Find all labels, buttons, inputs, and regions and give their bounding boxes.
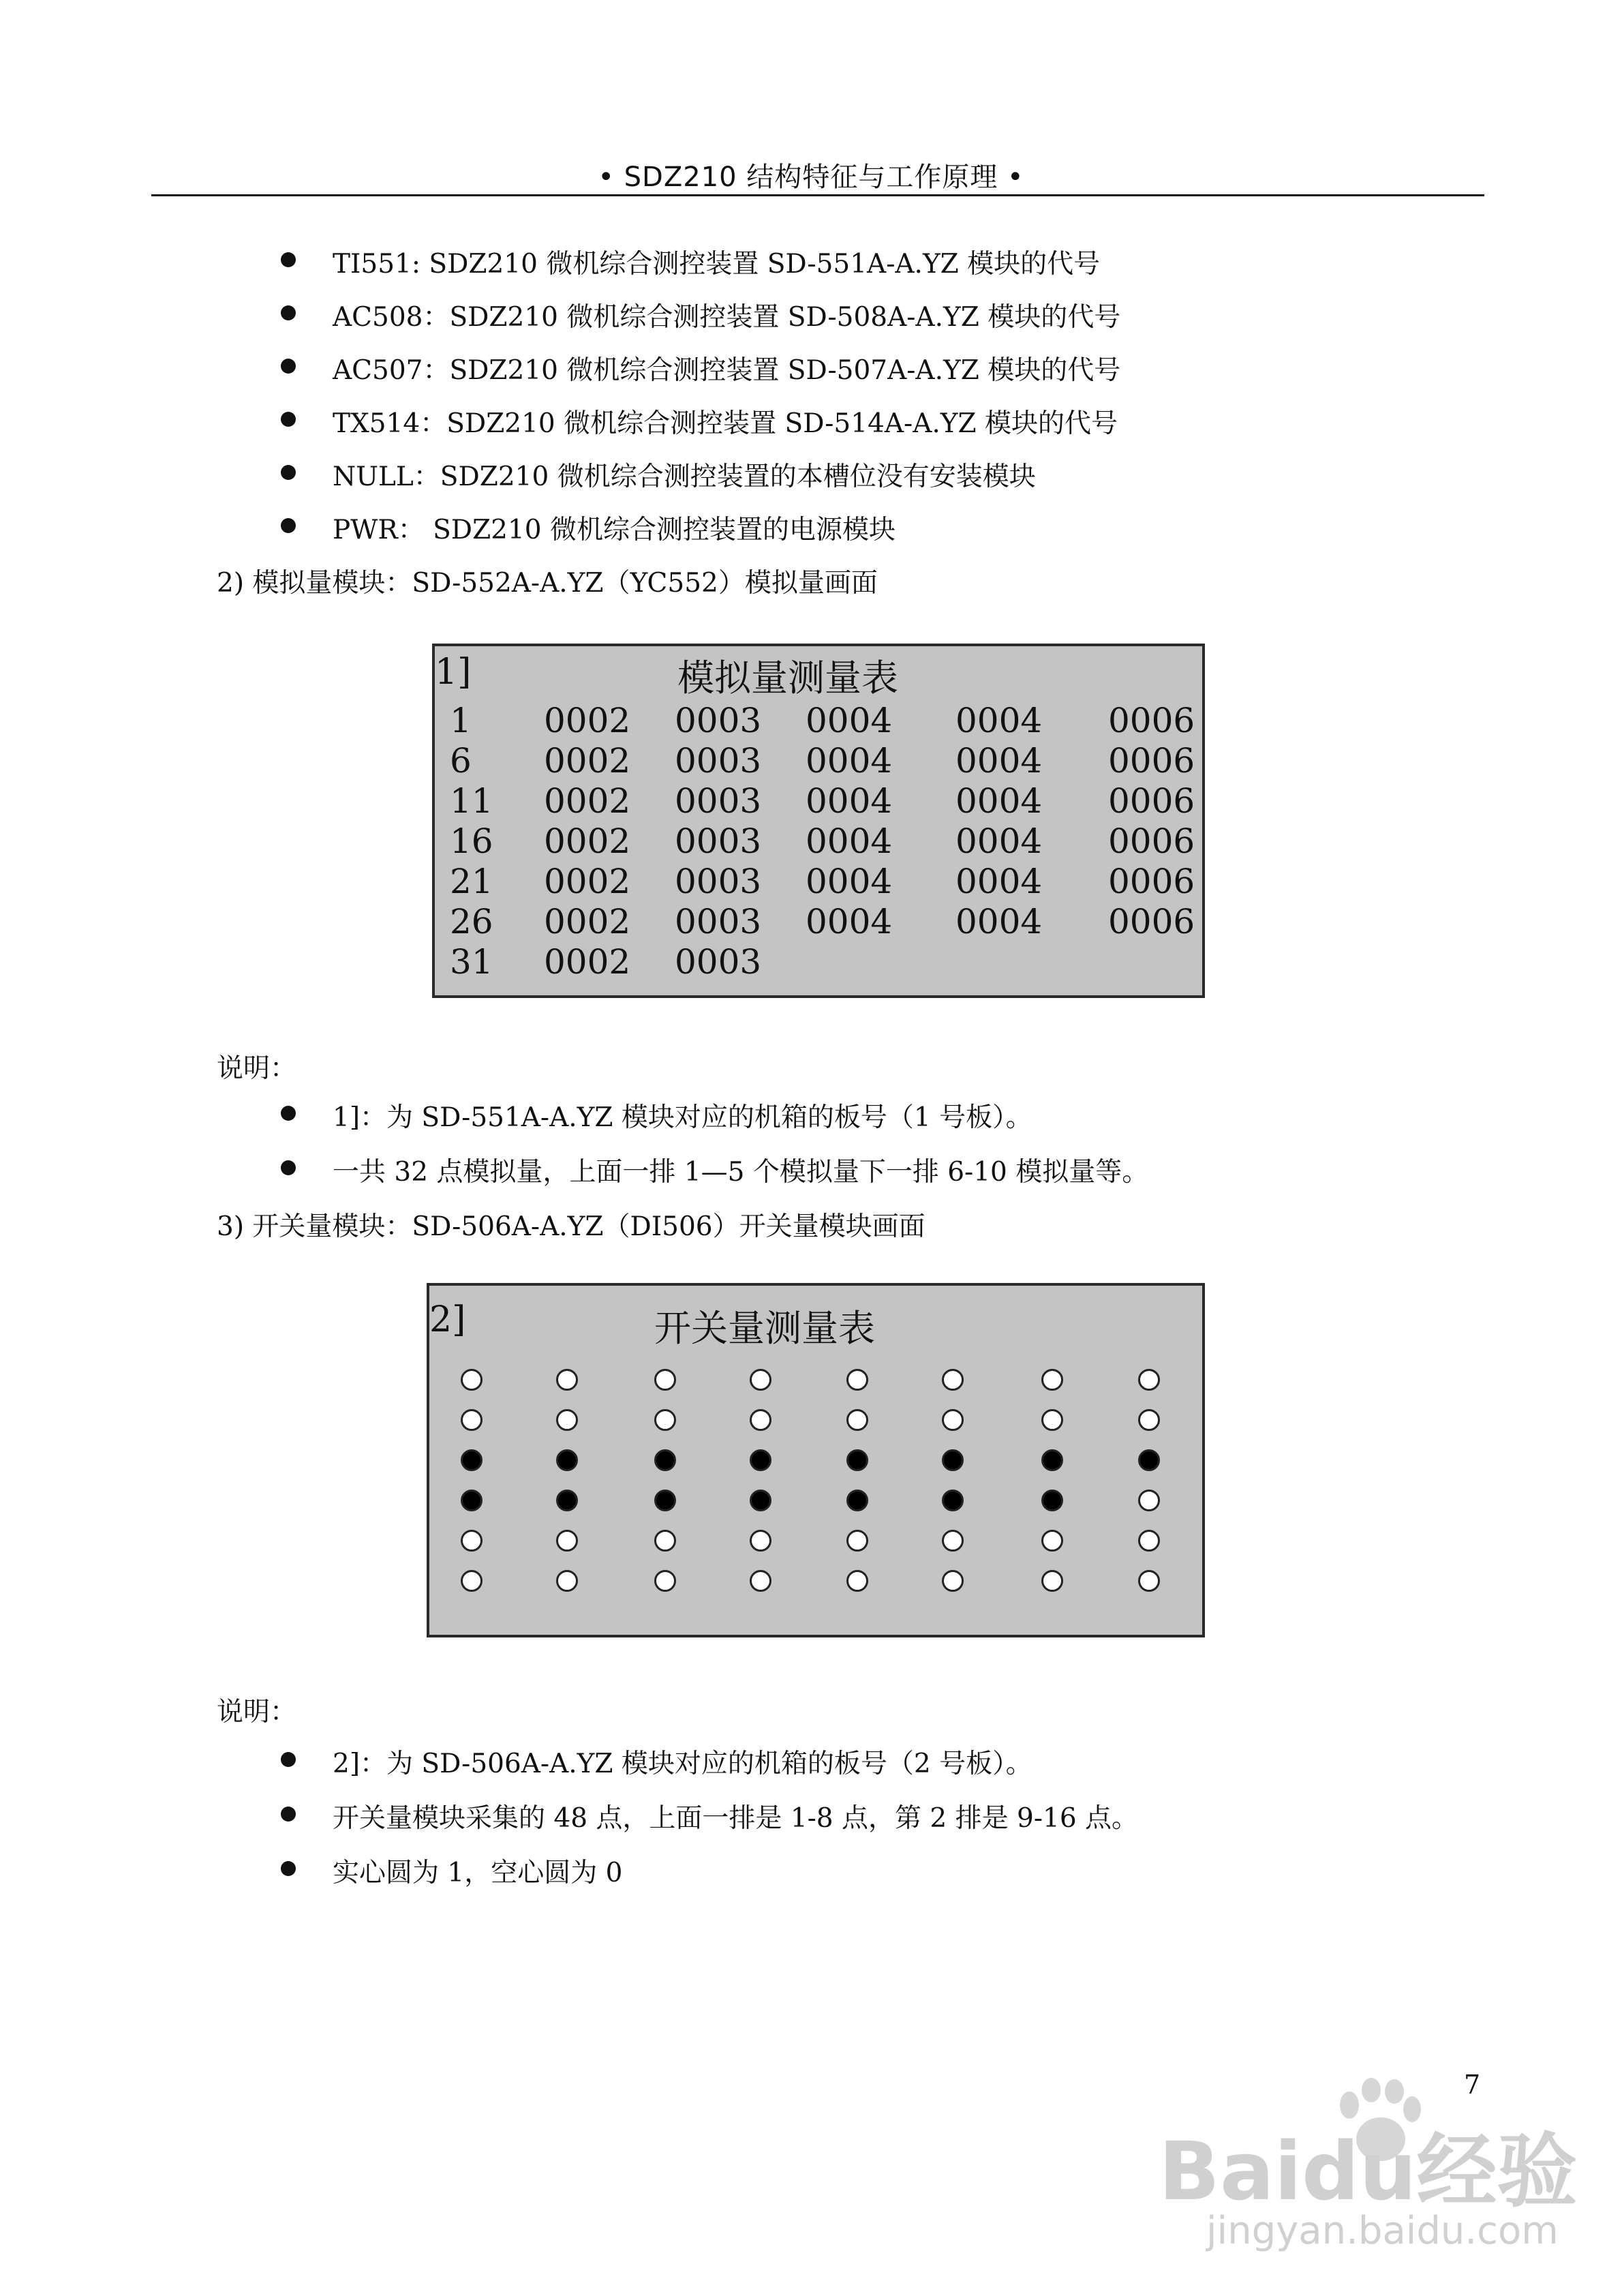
state-off-indicator — [750, 1409, 771, 1431]
watermark-url: jingyan.baidu.com — [1206, 2209, 1559, 2253]
analog-value-cell: 0006 — [1108, 781, 1195, 821]
analog-value-cell: 0006 — [1108, 701, 1195, 740]
digital-measurement-panel — [427, 1283, 1205, 1637]
analog-value-cell: 0004 — [806, 862, 893, 901]
note-text: 一共 32 点模拟量，上面一排 1—5 个模拟量下一排 6-10 模拟量等。 — [333, 1157, 1149, 1188]
analog-value-cell: 0004 — [955, 902, 1043, 941]
header-rule — [151, 194, 1484, 196]
analog-value-cell: 0006 — [1108, 862, 1195, 901]
bullet-icon — [281, 305, 296, 320]
state-off-indicator — [1138, 1530, 1160, 1552]
state-off-indicator — [846, 1369, 868, 1391]
state-off-indicator — [1138, 1490, 1160, 1511]
row-index: 21 — [450, 862, 493, 901]
analog-value-cell: 0003 — [675, 862, 762, 901]
state-off-indicator — [942, 1530, 964, 1552]
analog-value-cell: 0006 — [1108, 821, 1195, 861]
state-off-indicator — [942, 1409, 964, 1431]
row-index: 31 — [450, 942, 493, 982]
bullet-icon — [281, 412, 296, 427]
state-on-indicator — [654, 1449, 676, 1471]
state-off-indicator — [461, 1530, 483, 1552]
row-index: 11 — [450, 781, 493, 821]
analog-value-cell: 0004 — [806, 821, 893, 861]
state-off-indicator — [750, 1530, 771, 1552]
panel-title: 开关量测量表 — [654, 1307, 875, 1350]
bullet-icon — [281, 1861, 296, 1876]
analog-value-cell: 0004 — [955, 862, 1043, 901]
note-text: 1]：为 SD-551A-A.YZ 模块对应的机箱的板号（1 号板）。 — [333, 1102, 1032, 1133]
state-on-indicator — [1041, 1490, 1063, 1511]
note-text: 2]：为 SD-506A-A.YZ 模块对应的机箱的板号（2 号板）。 — [333, 1749, 1032, 1779]
digital-section-heading: 3) 开关量模块：SD-506A-A.YZ（DI506）开关量模块画面 — [217, 1211, 925, 1242]
bullet-icon — [281, 252, 296, 267]
state-on-indicator — [846, 1490, 868, 1511]
analog-section-heading: 2) 模拟量模块：SD-552A-A.YZ（YC552）模拟量画面 — [217, 568, 878, 599]
list-item-text: AC507：SDZ210 微机综合测控装置 SD-507A-A.YZ 模块的代号 — [333, 355, 1121, 386]
list-item-text: TI551: SDZ210 微机综合测控装置 SD-551A-A.YZ 模块的代号 — [333, 249, 1101, 280]
panel-title: 模拟量测量表 — [677, 656, 898, 699]
row-index: 1 — [450, 701, 472, 740]
bullet-icon — [281, 518, 296, 533]
analog-value-cell: 0002 — [544, 902, 631, 941]
state-on-indicator — [556, 1490, 578, 1511]
notes-label: 说明： — [217, 1053, 297, 1084]
analog-value-cell: 0003 — [675, 701, 762, 740]
analog-value-cell: 0002 — [544, 781, 631, 821]
state-off-indicator — [654, 1409, 676, 1431]
state-on-indicator — [654, 1490, 676, 1511]
state-off-indicator — [846, 1570, 868, 1592]
state-off-indicator — [750, 1570, 771, 1592]
list-item-text: AC508：SDZ210 微机综合测控装置 SD-508A-A.YZ 模块的代号 — [333, 302, 1121, 333]
analog-value-cell: 0004 — [955, 741, 1043, 781]
analog-value-cell: 0004 — [806, 741, 893, 781]
bullet-icon — [281, 1807, 296, 1822]
state-on-indicator — [1041, 1449, 1063, 1471]
state-off-indicator — [556, 1530, 578, 1552]
bullet-icon — [281, 1106, 296, 1121]
state-off-indicator — [654, 1570, 676, 1592]
state-off-indicator — [1041, 1409, 1063, 1431]
state-off-indicator — [1138, 1369, 1160, 1391]
state-off-indicator — [654, 1369, 676, 1391]
analog-value-cell: 0004 — [955, 821, 1043, 861]
state-off-indicator — [461, 1409, 483, 1431]
state-off-indicator — [461, 1570, 483, 1592]
list-item-text: TX514：SDZ210 微机综合测控装置 SD-514A-A.YZ 模块的代号 — [333, 408, 1118, 439]
state-on-indicator — [942, 1449, 964, 1471]
state-on-indicator — [750, 1449, 771, 1471]
state-on-indicator — [750, 1490, 771, 1511]
analog-value-cell: 0004 — [806, 781, 893, 821]
page-header-title: • SDZ210 结构特征与工作原理 • — [598, 162, 1024, 193]
state-off-indicator — [846, 1409, 868, 1431]
state-on-indicator — [846, 1449, 868, 1471]
analog-value-cell: 0003 — [675, 942, 762, 982]
list-item-text: NULL：SDZ210 微机综合测控装置的本槽位没有安装模块 — [333, 462, 1036, 492]
analog-value-cell: 0002 — [544, 942, 631, 982]
state-off-indicator — [1041, 1369, 1063, 1391]
state-off-indicator — [461, 1369, 483, 1391]
state-off-indicator — [1138, 1409, 1160, 1431]
state-off-indicator — [654, 1530, 676, 1552]
analog-value-cell: 0006 — [1108, 741, 1195, 781]
analog-value-cell: 0002 — [544, 862, 631, 901]
row-index: 26 — [450, 902, 493, 941]
list-item-text: PWR： SDZ210 微机综合测控装置的电源模块 — [333, 515, 896, 545]
row-index: 6 — [450, 741, 472, 781]
state-on-indicator — [461, 1449, 483, 1471]
note-text: 开关量模块采集的 48 点，上面一排是 1-8 点，第 2 排是 9-16 点。 — [333, 1803, 1139, 1834]
row-index: 16 — [450, 821, 493, 861]
state-off-indicator — [750, 1369, 771, 1391]
state-on-indicator — [942, 1490, 964, 1511]
analog-value-cell: 0003 — [675, 781, 762, 821]
analog-value-cell: 0002 — [544, 821, 631, 861]
analog-value-cell: 0004 — [806, 902, 893, 941]
bullet-icon — [281, 465, 296, 480]
analog-value-cell: 0004 — [955, 781, 1043, 821]
analog-value-cell: 0003 — [675, 902, 762, 941]
state-off-indicator — [556, 1570, 578, 1592]
state-off-indicator — [1138, 1570, 1160, 1592]
board-number: 2] — [429, 1299, 466, 1340]
state-off-indicator — [942, 1570, 964, 1592]
notes-label: 说明： — [217, 1697, 297, 1727]
analog-value-cell: 0002 — [544, 701, 631, 740]
bullet-icon — [281, 359, 296, 374]
board-number: 1] — [435, 652, 472, 693]
state-off-indicator — [846, 1530, 868, 1552]
analog-value-cell: 0004 — [806, 701, 893, 740]
analog-value-cell: 0003 — [675, 741, 762, 781]
state-off-indicator — [942, 1369, 964, 1391]
analog-value-cell: 0006 — [1108, 902, 1195, 941]
note-text: 实心圆为 1，空心圆为 0 — [333, 1858, 623, 1888]
bullet-icon — [281, 1160, 296, 1175]
state-on-indicator — [1138, 1449, 1160, 1471]
watermark-logo-text: Baidu经验 — [1159, 2124, 1578, 2218]
analog-value-cell: 0002 — [544, 741, 631, 781]
state-on-indicator — [461, 1490, 483, 1511]
state-on-indicator — [556, 1449, 578, 1471]
state-off-indicator — [1041, 1530, 1063, 1552]
state-off-indicator — [1041, 1570, 1063, 1592]
page-number: 7 — [1464, 2070, 1481, 2100]
analog-value-cell: 0003 — [675, 821, 762, 861]
analog-measurement-panel — [432, 644, 1205, 998]
state-off-indicator — [556, 1409, 578, 1431]
bullet-icon — [281, 1752, 296, 1767]
state-off-indicator — [556, 1369, 578, 1391]
analog-value-cell: 0004 — [955, 701, 1043, 740]
